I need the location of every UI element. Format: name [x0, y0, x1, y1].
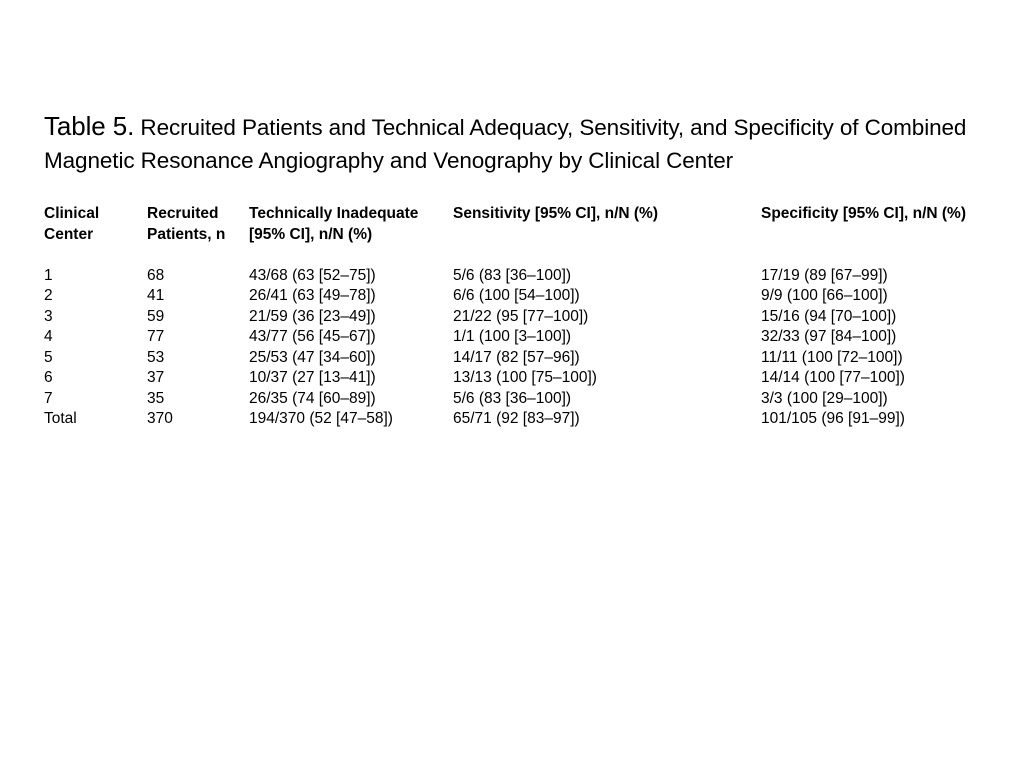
header-line: Sensitivity [95% CI], n/N (%)	[453, 205, 658, 222]
header-line: Clinical	[44, 205, 100, 222]
table-caption	[44, 110, 1004, 177]
cell-specificity: 15/16 (94 [70–100])	[761, 307, 897, 325]
cell-center: 7	[44, 389, 53, 407]
cell-specificity: 3/3 (100 [29–100])	[761, 389, 888, 407]
header-specificity	[761, 204, 1001, 245]
cell-sensitivity: 6/6 (100 [54–100])	[453, 287, 580, 304]
cell-total-recruited: 370	[147, 410, 173, 427]
cell-sensitivity: 13/13 (100 [75–100])	[453, 369, 597, 386]
table-row	[44, 307, 1001, 328]
cell-specificity: 17/19 (89 [67–99])	[761, 266, 888, 284]
cell-specificity: 14/14 (100 [77–100])	[761, 369, 905, 386]
cell-inadequate: 21/59 (36 [23–49])	[249, 307, 376, 325]
cell-recruited: 59	[147, 307, 165, 325]
cell-total-specificity: 101/105 (96 [91–99])	[761, 410, 905, 427]
header-line: Specificity [95% CI], n/N (%)	[761, 205, 966, 222]
table-body	[44, 245, 1001, 430]
header-clinical-center	[44, 204, 147, 245]
table-row	[44, 348, 1001, 369]
cell-center: 6	[44, 369, 53, 386]
cell-inadequate: 26/35 (74 [60–89])	[249, 389, 376, 407]
cell-sensitivity: 5/6 (83 [36–100])	[453, 389, 572, 407]
table-row	[44, 327, 1001, 348]
cell-recruited: 68	[147, 266, 165, 284]
header-line: [95% CI], n/N (%)	[249, 225, 373, 243]
header-line: Center	[44, 225, 94, 243]
table-caption-text: Recruited Patients and Technical Adequacy, Sensitivity, and Specificity of Combined Magnetic Resonance Angiography and Venography by Clinical Center	[44, 115, 967, 173]
cell-center: 4	[44, 328, 53, 345]
table-header	[44, 204, 1001, 245]
header-sensitivity	[453, 204, 761, 245]
cell-inadequate: 43/77 (56 [45–67])	[249, 328, 376, 345]
cell-recruited: 35	[147, 389, 165, 407]
cell-sensitivity: 21/22 (95 [77–100])	[453, 307, 589, 325]
cell-total-sensitivity: 65/71 (92 [83–97])	[453, 410, 580, 427]
table-row	[44, 368, 1001, 389]
cell-sensitivity: 14/17 (82 [57–96])	[453, 348, 580, 366]
header-technically-inadequate	[249, 204, 453, 245]
header-row	[44, 204, 1001, 245]
cell-inadequate: 25/53 (47 [34–60])	[249, 348, 376, 366]
table-row	[44, 266, 1001, 287]
cell-recruited: 77	[147, 328, 165, 345]
cell-inadequate: 26/41 (63 [49–78])	[249, 287, 376, 304]
cell-specificity: 11/11 (100 [72–100])	[761, 348, 903, 366]
cell-total-label: Total	[44, 410, 77, 427]
cell-inadequate: 10/37 (27 [13–41])	[249, 369, 376, 386]
cell-center: 5	[44, 348, 53, 366]
cell-specificity: 9/9 (100 [66–100])	[761, 287, 888, 304]
cell-recruited: 53	[147, 348, 165, 366]
cell-center: 3	[44, 307, 53, 325]
cell-total-inadequate: 194/370 (52 [47–58])	[249, 410, 393, 427]
table-caption-label: Table 5.	[44, 111, 135, 141]
cell-specificity: 32/33 (97 [84–100])	[761, 328, 897, 345]
total-row	[44, 409, 1001, 430]
header-line: Recruited	[147, 205, 219, 222]
table-row	[44, 389, 1001, 410]
cell-sensitivity: 5/6 (83 [36–100])	[453, 266, 572, 284]
spacer-cell	[44, 245, 1001, 266]
results-table	[44, 204, 1001, 430]
cell-center: 1	[44, 266, 53, 284]
header-line: Patients, n	[147, 225, 226, 243]
cell-recruited: 37	[147, 369, 165, 386]
cell-center: 2	[44, 287, 53, 304]
cell-recruited: 41	[147, 287, 165, 304]
cell-inadequate: 43/68 (63 [52–75])	[249, 266, 376, 284]
spacer-row	[44, 245, 1001, 266]
header-line: Technically Inadequate	[249, 205, 419, 222]
table-row	[44, 286, 1001, 307]
header-recruited-patients	[147, 204, 249, 245]
cell-sensitivity: 1/1 (100 [3–100])	[453, 328, 572, 345]
